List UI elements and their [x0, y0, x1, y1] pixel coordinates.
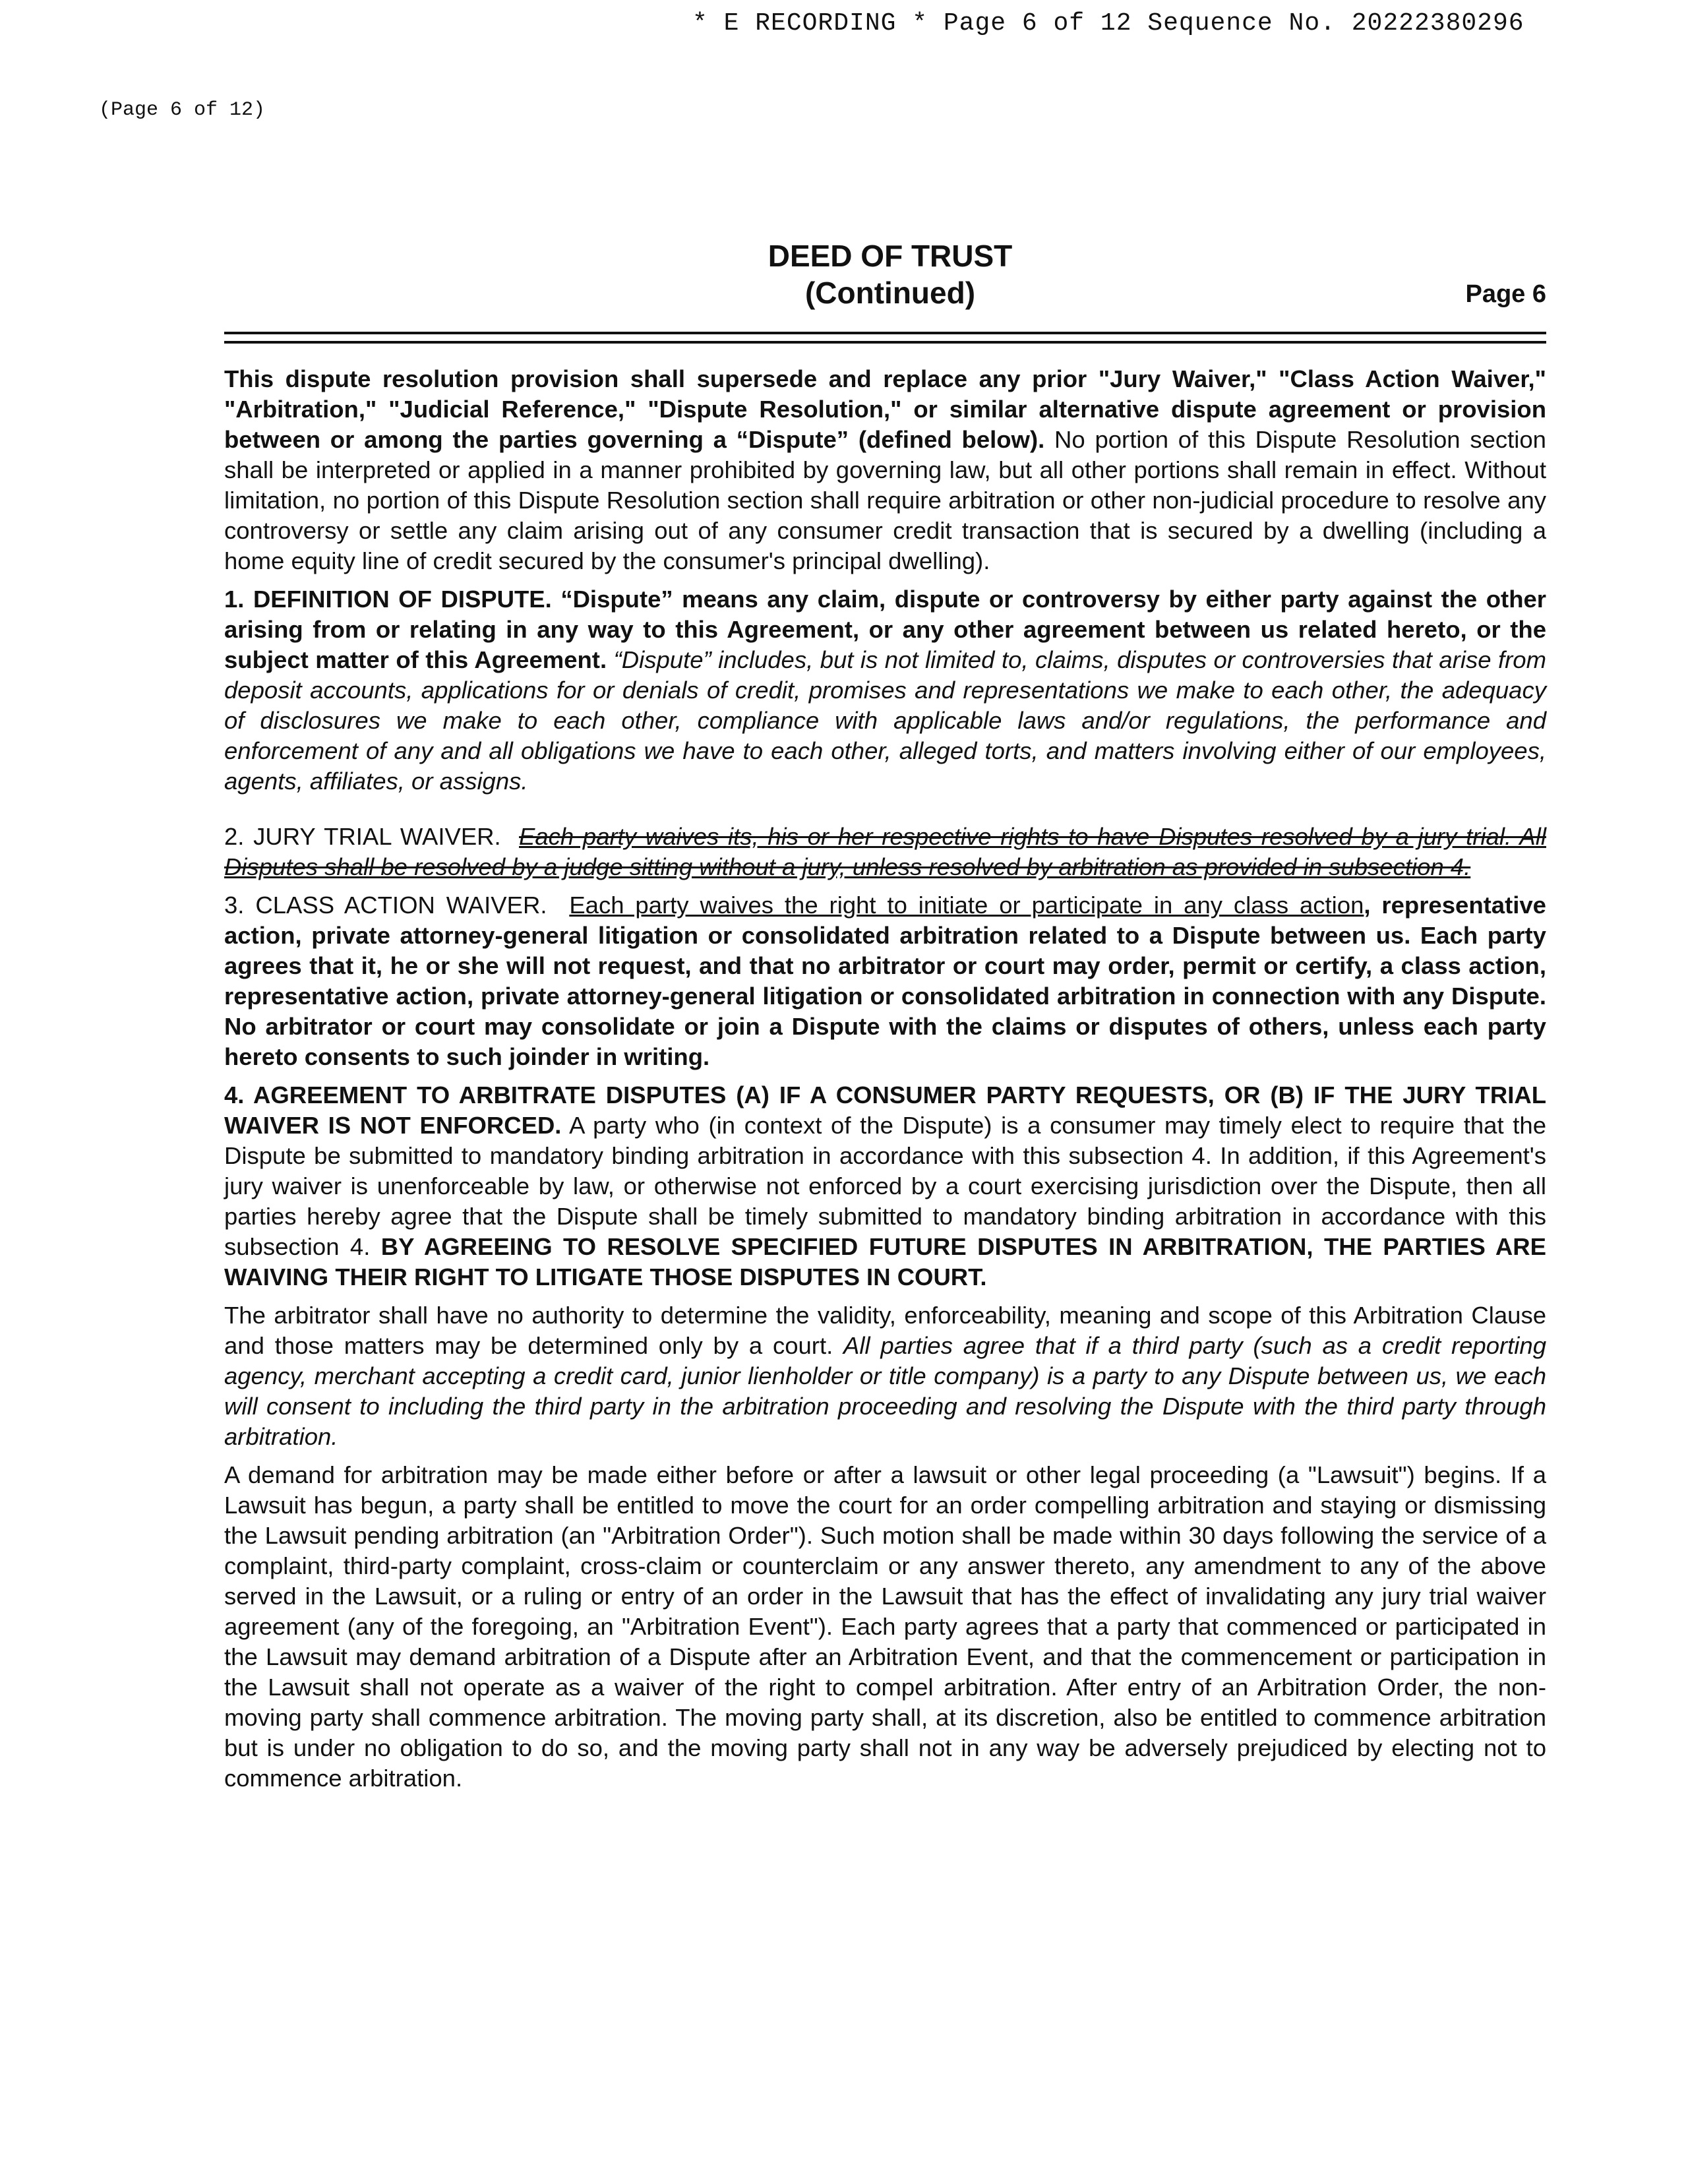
- header-rule-top: [224, 332, 1546, 334]
- header-rule-bottom: [224, 341, 1546, 344]
- section-4-bold-tail: BY AGREEING TO RESOLVE SPECIFIED FUTURE DISPUTES IN ARBITRATION, THE PARTIES ARE WAIVING THEIR RIGHT TO LITIGATE THOSE DISPUTES IN COURT.: [224, 1233, 1546, 1290]
- section-1-heading: 1. DEFINITION OF DISPUTE.: [224, 586, 552, 613]
- arbitrator-italic: All parties agree that if a third party (such as a credit reporting agency, merchant accepting a credit card, junior lienholder or title company) is a party to any Dispute between us, we each will consent to including the third party in the arbitration proceeding and resolving the Dispute with the third party through arbitration.: [224, 1332, 1546, 1450]
- section-3-heading: 3. CLASS ACTION WAIVER.: [224, 892, 547, 919]
- document-title-block: [620, 237, 1160, 311]
- section-3-bold: , representative action, private attorney-general litigation or consolidated arbitration related to a Dispute between us. Each party agrees that it, he or she will not request, and that no arbitrator or court may order, permit or certify, a class action, representative action, private attorney-general litigation or consolidated arbitration in connection with any Dispute. No arbitrator or court may consolidate or join a Dispute with the claims or disputes of others, unless each party hereto consents to such joinder in writing.: [224, 892, 1546, 1070]
- section-2-heading: 2. JURY TRIAL WAIVER.: [224, 823, 501, 850]
- section-1-paragraph: [224, 584, 1546, 797]
- section-3-underlined: Each party waives the right to initiate or participate in any class action: [569, 892, 1364, 919]
- spacer: [224, 804, 1546, 822]
- page-count: (Page 6 of 12): [99, 99, 266, 121]
- intro-bold: This dispute resolution provision shall supersede and replace any prior "Jury Waiver," "Class Action Waiver," "Arbitration," "Judicial Reference," "Dispute Resolution," or similar alternative dispute agreement or provision between or among the parties governing a “Dispute” (defined below).: [224, 365, 1546, 453]
- section-2-struck-text: Each party waives its, his or her respective rights to have Disputes resolved by a jury trial. All Disputes shall be resolved by a judge sitting without a jury, unless resolved by arbitration as provided in subsection 4.: [224, 823, 1546, 880]
- intro-paragraph: [224, 364, 1546, 576]
- section-4-text: A party who (in context of the Dispute) is a consumer may timely elect to require that the Dispute be submitted to mandatory binding arbitration in accordance with this subsection 4. In addition, if this Agreement's jury waiver is unenforceable by law, or otherwise not enforced by a court exercising jurisdiction over the Dispute, then all parties hereby agree that the Dispute shall be timely submitted to mandatory binding arbitration in accordance with this subsection 4.: [224, 1112, 1546, 1260]
- section-4-heading: 4. AGREEMENT TO ARBITRATE DISPUTES (A) IF A CONSUMER PARTY REQUESTS, OR (B) IF THE JURY TRIAL WAIVER IS NOT ENFORCED.: [224, 1081, 1546, 1139]
- section-1-italic: “Dispute” includes, but is not limited to, claims, disputes or controversies that arise from deposit accounts, applications for or denials of credit, promises and representations we make to each other, the adequacy of disclosures we make to each other, compliance with applicable laws and/or regulations, the performance and enforcement of any and all obligations we have to each other, alleged torts, and matters involving either of our employees, agents, affiliates, or assigns.: [224, 646, 1546, 795]
- arbitrator-paragraph: [224, 1300, 1546, 1452]
- section-4-paragraph: [224, 1080, 1546, 1292]
- demand-paragraph: [224, 1460, 1546, 1794]
- arbitrator-text: The arbitrator shall have no authority to determine the validity, enforceability, meaning and scope of this Arbitration Clause and those matters may be determined only by a court.: [224, 1302, 1546, 1359]
- intro-text: No portion of this Dispute Resolution section shall be interpreted or applied in a manner prohibited by governing law, but all other portions shall remain in effect. Without limitation, no portion of this Dispute Resolution section shall require arbitration or other non-judicial procedure to resolve any controversy or settle any claim arising out of any consumer credit transaction that is secured by a dwelling (including a home equity line of credit secured by the consumer's principal dwelling).: [224, 426, 1546, 574]
- document-body: [224, 364, 1546, 1802]
- document-title: DEED OF TRUST: [768, 239, 1013, 273]
- document-subtitle: (Continued): [804, 276, 976, 310]
- section-3-paragraph: [224, 890, 1546, 1072]
- recording-stamp: * E RECORDING * Page 6 of 12 Sequence No. 20222380296: [692, 9, 1524, 38]
- demand-text: A demand for arbitration may be made either before or after a lawsuit or other legal proceeding (a "Lawsuit") begins. If a Lawsuit has begun, a party shall be entitled to move the court for an order compelling arbitration and staying or dismissing the Lawsuit pending arbitration (an "Arbitration Order"). Such motion shall be made within 30 days following the service of a complaint, third-party complaint, cross-claim or counterclaim or any answer thereto, any amendment to any of the above served in the Lawsuit, or a ruling or entry of an order in the Lawsuit that has the effect of invalidating any jury trial waiver agreement (any of the foregoing, an "Arbitration Event"). Each party agrees that a party that commenced or participated in the Lawsuit may demand arbitration of a Dispute after an Arbitration Event, and that the commencement or participation in the Lawsuit shall not operate as a waiver of the right to compel arbitration. After entry of an Arbitration Order, the non-moving party shall commence arbitration. The moving party shall, at its discretion, also be entitled to commence arbitration but is under no obligation to do so, and the moving party shall not in any way be adversely prejudiced by electing not to commence arbitration.: [224, 1461, 1546, 1792]
- section-1-bold: “Dispute” means any claim, dispute or controversy by either party against the other arising from or relating in any way to this Agreement, or any other agreement between us related hereto, or the subject matter of this Agreement.: [224, 586, 1546, 673]
- section-2-paragraph: [224, 822, 1546, 882]
- page-label: Page 6: [1465, 280, 1546, 308]
